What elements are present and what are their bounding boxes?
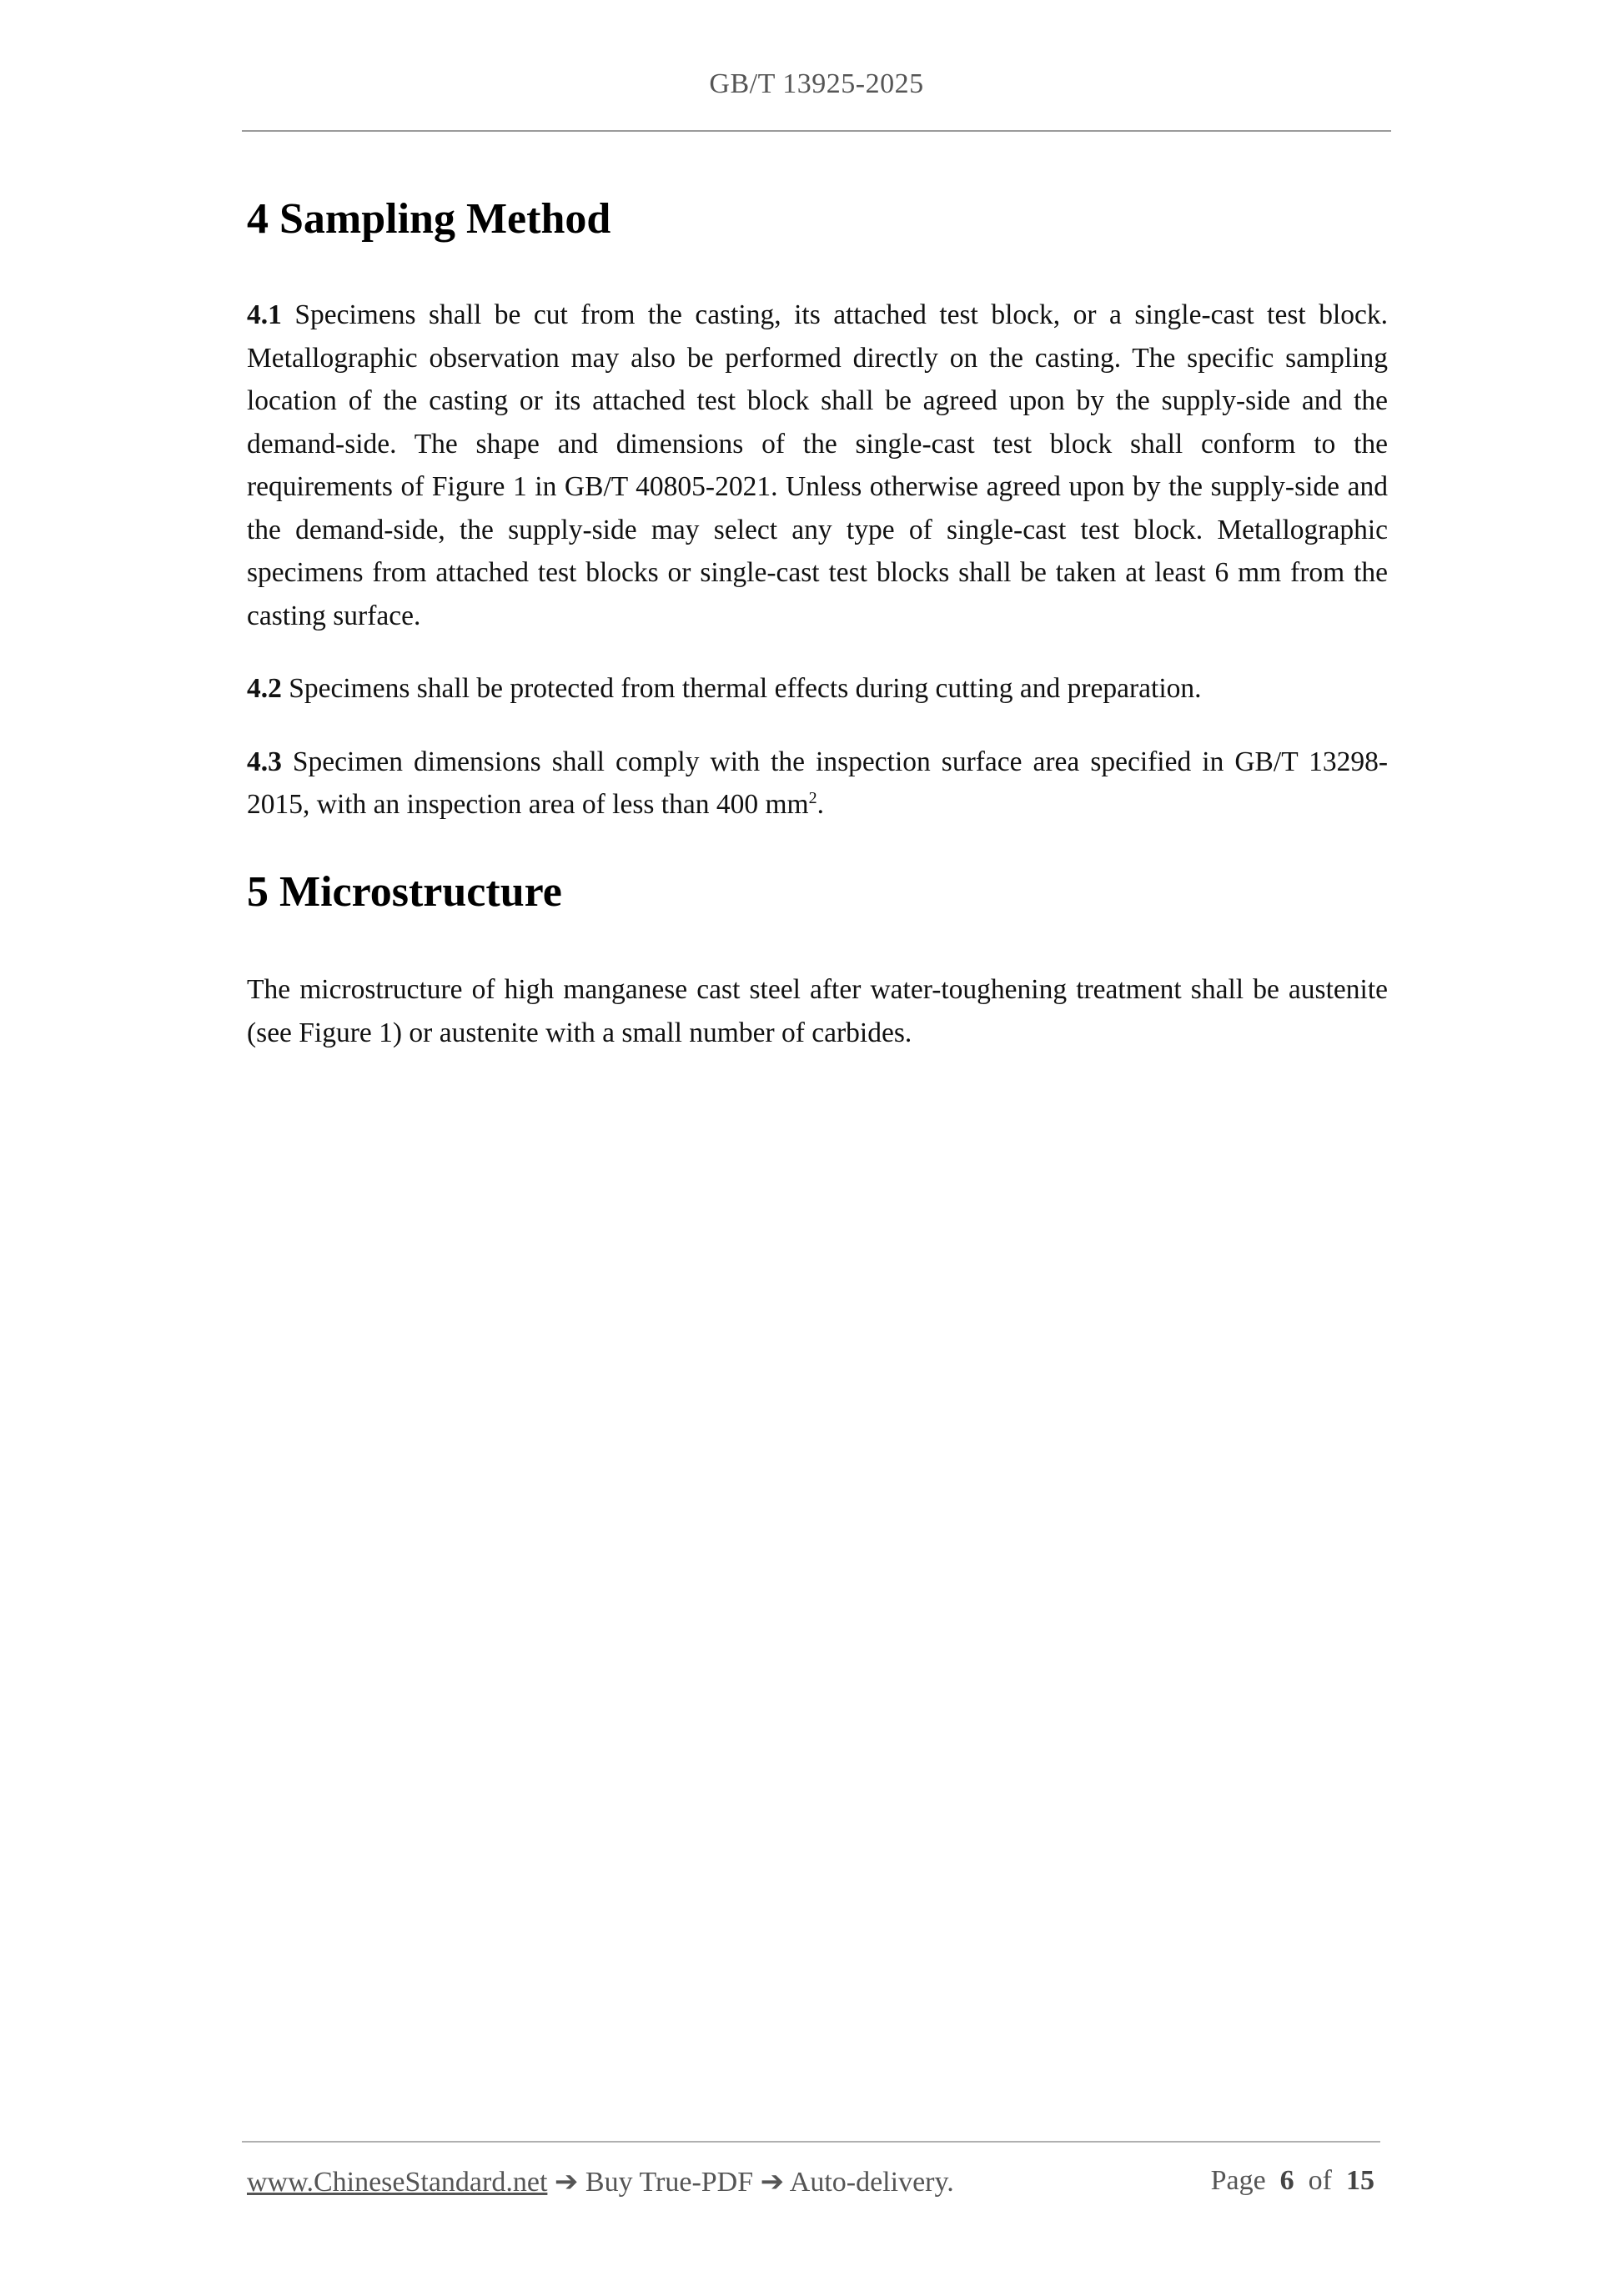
- total-pages: 15: [1346, 2165, 1374, 2196]
- of-label: of: [1308, 2165, 1332, 2196]
- clause-number: 4.1: [247, 299, 282, 331]
- footer-promo: [247, 2165, 954, 2198]
- section-4-heading: 4 Sampling Method: [247, 195, 611, 243]
- running-header: GB/T 13925-2025: [709, 68, 924, 99]
- clause-number: 4.3: [247, 746, 282, 777]
- clause-text: Specimen dimensions shall comply with the inspection surface area specified in GB/T 13298-2015, with an inspection area of less than 400 mm: [247, 746, 1388, 821]
- current-page: 6: [1279, 2165, 1294, 2196]
- clause-text: Specimens shall be cut from the casting, its attached test block, or a single-cast test block. Metallographic observation may also be performed directly on the casting. The specific sampling location of the casting or its attached test block shall be agreed upon by the supply-side and the demand-side. The shape and dimensions of the single-cast test block shall conform to the requirements of Figure 1 in GB/T 40805-2021. Unless otherwise agreed upon by the supply-side and the demand-side, the supply-side may select any type of single-cast test block. Metallographic specimens from attached test blocks or single-cast test blocks shall be taken at least 6 mm from the casting surface.: [247, 299, 1388, 631]
- clause-4-3: [247, 741, 1388, 826]
- section-5-heading: 5 Microstructure: [247, 867, 562, 916]
- clause-4-2: [247, 667, 1388, 711]
- footer-divider: [242, 2141, 1380, 2143]
- header-divider: [242, 130, 1391, 132]
- arrow-right-icon: ➔: [753, 2167, 790, 2198]
- page-label: Page: [1210, 2165, 1266, 2196]
- clause-text: Specimens shall be protected from thermal effects during cutting and preparation.: [281, 673, 1202, 705]
- delivery-text: Auto-delivery.: [789, 2167, 954, 2198]
- page-content: [247, 193, 1388, 1084]
- section-5-paragraph: The microstructure of high manganese cast steel after water-toughening treatment shall be austenite (see Figure 1) or austenite with a small number of carbides.: [247, 974, 1388, 1048]
- superscript: 2: [808, 789, 817, 808]
- clause-4-1: [247, 294, 1388, 637]
- website-link[interactable]: www.ChineseStandard.net: [247, 2167, 548, 2198]
- page-number: [1211, 2165, 1374, 2197]
- clause-number: 4.2: [247, 673, 282, 705]
- arrow-right-icon: ➔: [547, 2167, 585, 2198]
- buy-text: Buy True-PDF: [585, 2167, 754, 2198]
- clause-tail: .: [817, 789, 824, 821]
